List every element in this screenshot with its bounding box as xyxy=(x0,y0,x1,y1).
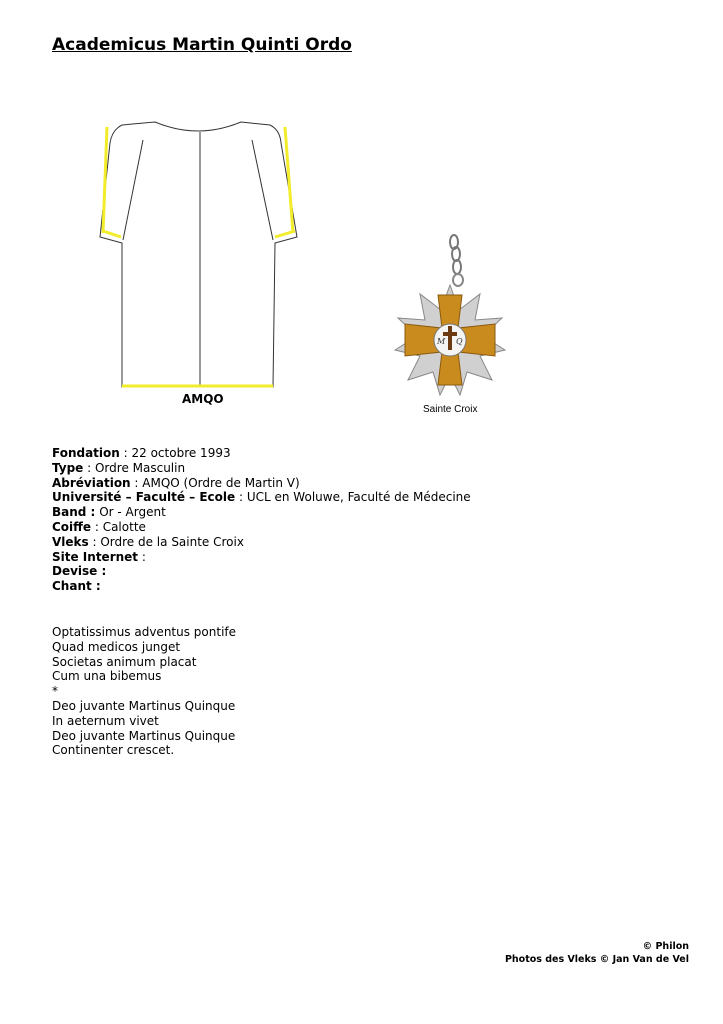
garment-label: AMQO xyxy=(182,392,224,406)
medal-chain xyxy=(450,235,463,286)
song-line: In aeternum vivet xyxy=(52,713,159,728)
footer-photo-credit: Photos des Vleks © Jan Van de Vel xyxy=(504,954,689,965)
info-value: AMQO (Ordre de Martin V) xyxy=(142,475,300,490)
info-label: Type xyxy=(52,460,84,475)
info-list xyxy=(52,446,471,594)
info-label: Site Internet xyxy=(52,549,139,564)
song-line: Deo juvante Martinus Quinque xyxy=(52,698,236,713)
info-value: 22 octobre 1993 xyxy=(131,446,231,460)
info-row-fondation: Fondation : 22 octobre 1993 xyxy=(52,446,231,460)
info-row-universite: Université – Faculté – Ecole : UCL en Woluwe, Faculté de Médecine xyxy=(52,490,471,505)
medal-image xyxy=(390,232,530,402)
info-row-devise xyxy=(52,564,471,579)
info-label: Vleks xyxy=(52,534,89,549)
info-row-abreviation: Abréviation : AMQO (Ordre de Martin V) xyxy=(52,475,300,490)
song-line: Deo juvante Martinus Quinque xyxy=(52,728,236,743)
info-label: Band : xyxy=(52,505,96,520)
footer-credits xyxy=(505,940,689,966)
info-label: Abréviation xyxy=(52,475,131,490)
song-line: Quad medicos junget xyxy=(52,639,181,654)
medal-letter-left: M xyxy=(437,337,446,346)
info-row-band xyxy=(52,505,471,520)
page-title: Academicus Martin Quinti Ordo xyxy=(52,35,352,55)
info-value: Calotte xyxy=(102,519,146,534)
medal-letter-right: Q xyxy=(456,337,463,346)
medal-caption: Sainte Croix xyxy=(423,404,478,415)
info-row-type: Type : Ordre Masculin xyxy=(52,460,186,475)
info-value: Or - Argent xyxy=(99,505,166,520)
song-separator: * xyxy=(52,684,58,699)
song-line: Continenter crescet. xyxy=(52,743,175,758)
info-value: Ordre de la Sainte Croix xyxy=(100,534,244,549)
footer-copyright: © Philon xyxy=(642,941,689,952)
song-line: Optatissimus adventus pontife xyxy=(52,625,237,639)
info-label: Chant : xyxy=(52,579,101,594)
song-line: Cum una bibemus xyxy=(52,669,162,684)
info-row-site-internet: Site Internet : xyxy=(52,549,146,564)
garment-outline xyxy=(100,122,297,387)
info-row-vleks: Vleks : Ordre de la Sainte Croix xyxy=(52,534,244,549)
song-line: Societas animum placat xyxy=(52,654,197,669)
info-value: Ordre Masculin xyxy=(94,460,186,475)
info-label: Devise : xyxy=(52,564,107,579)
song-lyrics xyxy=(52,625,236,758)
info-row-coiffe: Coiffe : Calotte xyxy=(52,519,146,534)
info-label: Fondation xyxy=(52,446,120,460)
info-label: Coiffe xyxy=(52,519,92,534)
info-row-chant xyxy=(52,579,471,594)
garment-illustration xyxy=(95,95,310,415)
info-label: Université – Faculté – Ecole xyxy=(52,490,236,505)
info-value: UCL en Woluwe, Faculté de Médecine xyxy=(246,490,471,505)
